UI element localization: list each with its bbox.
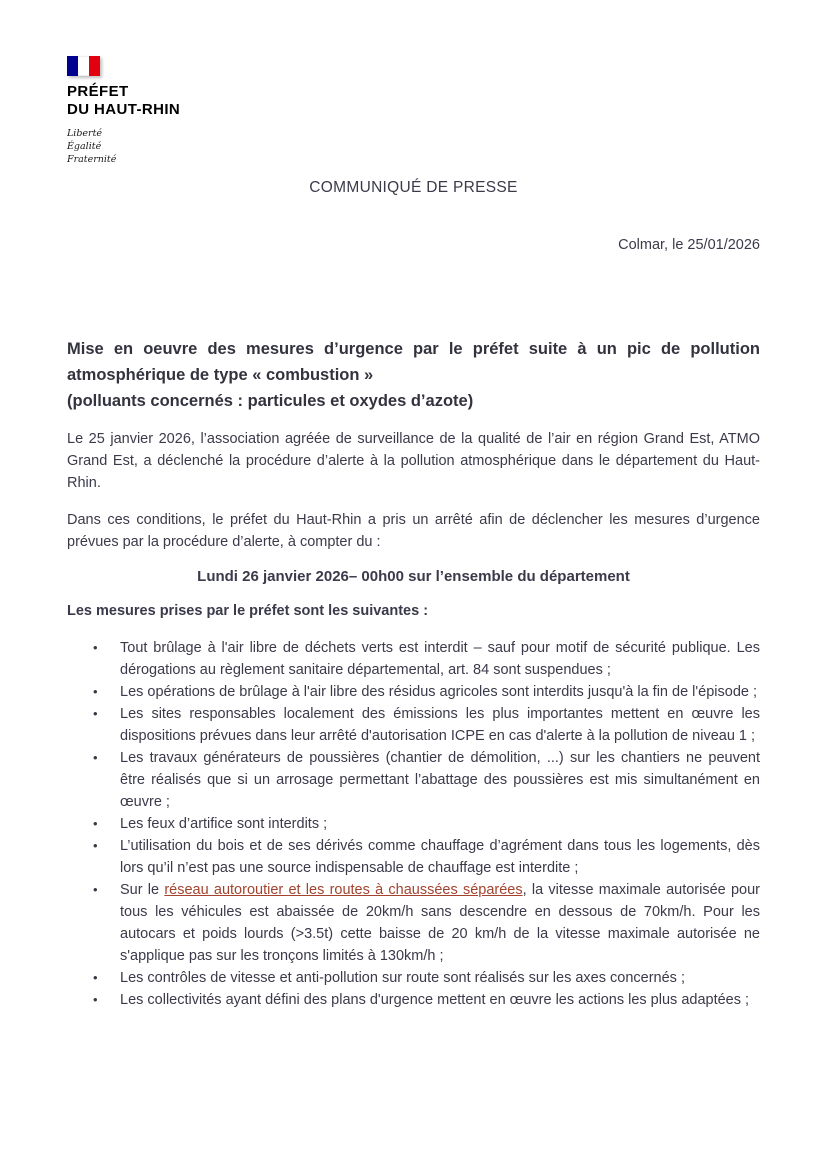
motto-liberte: Liberté bbox=[67, 128, 103, 139]
press-release-title bbox=[67, 336, 760, 414]
french-flag-icon bbox=[67, 56, 100, 76]
speed-limit-pre: Sur le bbox=[120, 882, 165, 898]
measures-intro: Les mesures prises par le préfet sont les suivantes : bbox=[67, 603, 429, 619]
title-pollutants: (polluants concernés : particules et oxydes d’azote) bbox=[67, 392, 474, 410]
prefecture-name-line1: PRÉFET bbox=[67, 83, 129, 100]
gov-logo bbox=[67, 56, 180, 166]
motto-egalite: Égalité bbox=[67, 140, 102, 152]
measure-speed-limit bbox=[120, 879, 760, 967]
measure-wood-heating: • L’utilisation du bois et de ses dérivés comme chauffage d’agrément dans tous les logements, dès lors qu’il n’est pas une source indispensable de chauffage est interdite ; bbox=[120, 835, 760, 879]
dateline: Colmar, le 25/01/2026 bbox=[618, 237, 760, 253]
paragraph-prefect-decision: Dans ces conditions, le préfet du Haut-Rhin a pris un arrêté afin de déclencher les mesures d’urgence prévues par la procédure d’alerte, à compter du : bbox=[67, 512, 760, 550]
effective-date-line: Lundi 26 janvier 2026– 00h00 sur l’ensemble du département bbox=[197, 568, 630, 585]
speed-limit-post: , la vitesse maximale autorisée pour tous les véhicules est abaissée de 20km/h sans descendre en dessous de 70km/h. Pour les autocars et poids lourds (>3.5t) cette baisse de 20 km/h de la vitesse maximale autorisée ne s'applique pas sur les tronçons limités à 130km/h ; bbox=[120, 882, 760, 964]
measure-agricultural-burning: • Les opérations de brûlage à l'air libre des résidus agricoles sont interdits jusqu'à la fin de l'épisode ; bbox=[120, 681, 760, 703]
document-type-heading: COMMUNIQUÉ DE PRESSE bbox=[309, 179, 518, 196]
road-network-link[interactable]: réseau autoroutier et les routes à chaussées séparées bbox=[164, 882, 523, 898]
title-main: Mise en oeuvre des mesures d’urgence par le préfet suite à un pic de pollution atmosphérique de type « combustion » bbox=[67, 340, 760, 384]
republic-motto bbox=[67, 128, 180, 166]
measure-icpe-sites: • Les sites responsables localement des émissions les plus importantes mettent en œuvre les dispositions prévues dans leur arrêté d'autorisation ICPE en cas d'alerte à la pollution de niveau 1 ; bbox=[120, 703, 760, 747]
paragraph-alert-declaration: Le 25 janvier 2026, l’association agréée de surveillance de la qualité de l’air en région Grand Est, ATMO Grand Est, a déclenché la procédure d’alerte à la pollution atmosphérique dans le département du Haut-Rhin. bbox=[67, 431, 760, 491]
measures-list bbox=[67, 637, 760, 1011]
measure-dust-works: • Les travaux générateurs de poussières (chantier de démolition, ...) sur les chantiers ne peuvent être réalisés que si un arrosage permettant l’abattage des poussières est mis simultanément en œuvre ; bbox=[120, 747, 760, 813]
measure-green-waste-burning: • Tout brûlage à l'air libre de déchets verts est interdit – sauf pour motif de sécurité publique. Les dérogations au règlement sanitaire départemental, art. 84 sont suspendues ; bbox=[120, 637, 760, 681]
prefecture-name-line2: DU HAUT-RHIN bbox=[67, 101, 181, 118]
press-release-body bbox=[67, 336, 760, 1011]
measure-fireworks: • Les feux d’artifice sont interdits ; bbox=[120, 813, 760, 835]
measure-local-plans: • Les collectivités ayant défini des plans d'urgence mettent en œuvre les actions les plus adaptées ; bbox=[120, 989, 760, 1011]
prefecture-name bbox=[67, 83, 180, 119]
motto-fraternite: Fraternité bbox=[67, 153, 117, 165]
measure-speed-checks: • Les contrôles de vitesse et anti-pollution sur route sont réalisés sur les axes concernés ; bbox=[120, 967, 760, 989]
